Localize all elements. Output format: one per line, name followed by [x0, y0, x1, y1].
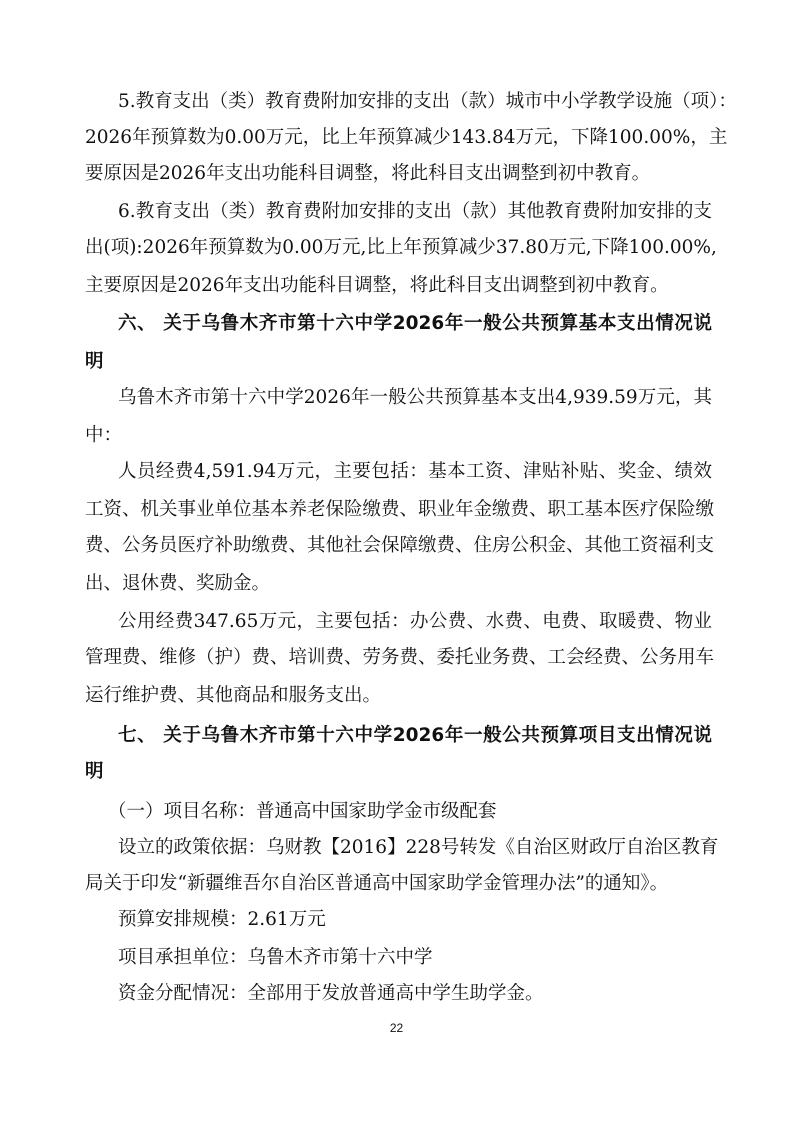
paragraph-line: 2026年预算数为0.00万元，比上年预算减少143.84万元，下降100.00%，主: [85, 127, 728, 148]
section-heading-6-cont: 明: [85, 351, 104, 372]
paragraph-line: 设立的政策依据：乌财教【2016】228号转发《自治区财政厅自治区教育: [118, 837, 719, 858]
section-heading-6: 六、 关于乌鲁木齐市第十六中学2026年一般公共预算基本支出情况说: [118, 313, 712, 334]
paragraph-line: 公用经费347.65万元，主要包括：办公费、水费、电费、取暖费、物业: [118, 611, 712, 632]
paragraph-line: 项目承担单位：乌鲁木齐市第十六中学: [118, 947, 433, 968]
paragraph-line: 人员经费4,591.94万元，主要包括：基本工资、津贴补贴、奖金、绩效: [118, 461, 712, 482]
paragraph-line: 局关于印发“新疆维吾尔自治区普通高中国家助学金管理办法”的通知》。: [85, 873, 669, 894]
paragraph-line: 工资、机关事业单位基本养老保险缴费、职业年金缴费、职工基本医疗保险缴: [85, 499, 715, 520]
paragraph-line: 要原因是2026年支出功能科目调整，将此科目支出调整到初中教育。: [85, 163, 651, 184]
paragraph-line: 出(项):2026年预算数为0.00万元,比上年预算减少37.80万元,下降100.00%,: [85, 237, 717, 258]
paragraph-line: 资金分配情况：全部用于发放普通高中学生助学金。: [118, 983, 544, 1004]
paragraph-line: 预算安排规模：2.61万元: [118, 909, 326, 930]
paragraph-line: 5.教育支出（类）教育费附加安排的支出（款）城市中小学教学设施（项）：: [118, 91, 737, 112]
paragraph-line: 管理费、维修（护）费、培训费、劳务费、委托业务费、工会经费、公务用车: [85, 647, 715, 668]
section-heading-7-cont: 明: [85, 761, 104, 782]
project-name-line: （一）项目名称：普通高中国家助学金市级配套: [108, 801, 497, 822]
section-heading-7: 七、 关于乌鲁木齐市第十六中学2026年一般公共预算项目支出情况说: [118, 725, 712, 746]
paragraph-line: 运行维护费、其他商品和服务支出。: [85, 685, 382, 706]
paragraph-line: 费、公务员医疗补助缴费、其他社会保障缴费、住房公积金、其他工资福利支: [85, 535, 715, 556]
paragraph-line: 中：: [85, 425, 123, 446]
paragraph-line: 6.教育支出（类）教育费附加安排的支出（款）其他教育费附加安排的支: [118, 201, 712, 222]
paragraph-line: 出、退休费、奖励金。: [85, 573, 271, 594]
paragraph-line: 主要原因是2026年支出功能科目调整，将此科目支出调整到初中教育。: [85, 275, 669, 296]
page-number: 22: [389, 1021, 404, 1035]
paragraph-line: 乌鲁木齐市第十六中学2026年一般公共预算基本支出4,939.59万元，其: [118, 387, 712, 408]
